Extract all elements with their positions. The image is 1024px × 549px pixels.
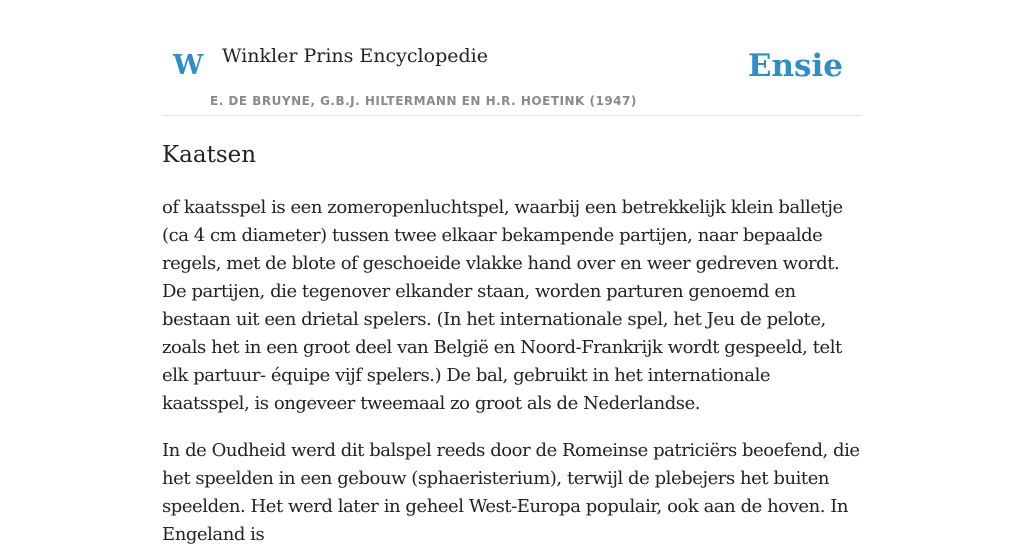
article-paragraph: In de Oudheid werd dit balspel reeds door de Romeinse patriciërs beoefend, die het speelden in een gebouw (sphaeristerium), terwijl de plebejers het buiten speelden. Het werd later in geheel West-Europa populair, ook aan de hoven. In Engeland is bbox=[162, 440, 860, 545]
ensie-logo[interactable]: Ensie bbox=[747, 48, 843, 84]
source-title[interactable]: Winkler Prins Encyclopedie bbox=[222, 45, 488, 67]
article-body bbox=[162, 194, 862, 549]
content-column bbox=[162, 0, 862, 549]
winkler-prins-logo: W bbox=[173, 50, 204, 81]
article-paragraph: of kaatsspel is een zomeropenluchtspel, waarbij een betrekkelijk klein balletje (ca 4 cm diameter) tussen twee elkaar bekampende partijen, naar bepaalde regels, met de blote of geschoeide vlakke hand over en weer gedreven wordt. De partijen, die tegenover elkander staan, worden parturen genoemd en bestaan uit een drietal spelers. (In het internationale spel, het Jeu de pelote, zoals het in een groot deel van België en Noord-Frankrijk wordt gespeeld, telt elk partuur- équipe vijf spelers.) De bal, gebruikt in het internationale kaatsspel, is ongeveer tweemaal zo groot als de Nederlandse. bbox=[162, 197, 843, 414]
source-header bbox=[162, 0, 862, 116]
article-title: Kaatsen bbox=[162, 142, 257, 168]
source-authors: E. DE BRUYNE, G.B.J. HILTERMANN EN H.R. HOETINK (1947) bbox=[210, 94, 637, 108]
